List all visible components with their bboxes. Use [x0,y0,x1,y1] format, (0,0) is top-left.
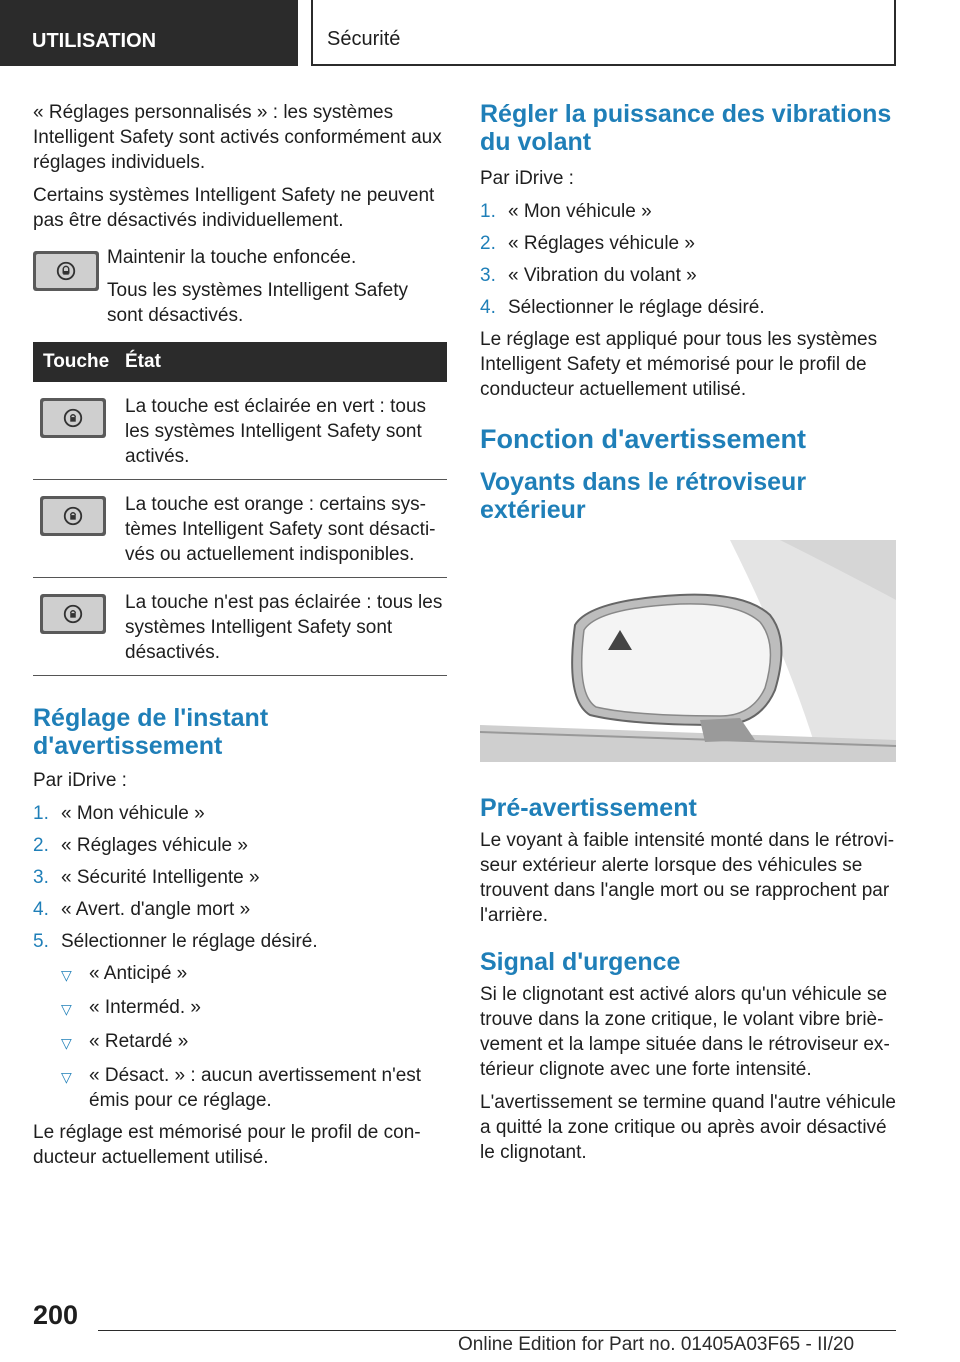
footer-divider [98,1330,896,1331]
heading-mirror-lights: Voyants dans le rétroviseur extérieur [480,468,807,524]
paragraph-personal-settings: « Réglages personnalisés » : les systèmes Intelligent Safety sont activés conformément aux réglages individuels. [33,102,442,173]
list-item: ▽ « Retardé » [61,1029,447,1056]
button-green-icon [40,398,106,438]
maintain-instruction: Maintenir la touche enfoncée. [107,247,357,268]
list-item: 3. « Sécurité Intelligente » [33,867,260,888]
mirror-illustration [480,540,896,762]
warning-time-options [61,961,447,1113]
triangle-bullet-icon: ▽ [61,1069,72,1085]
table-cell-state: La touche n'est pas éclairée : tous les systèmes Intelligent Safety sont désactivés. [125,578,447,676]
paragraph-not-deactivatable: Certains systèmes Intelligent Safety ne peuvent pas être désactivés individuellement. [33,185,435,231]
urgent-text-1: Si le clignotant est activé alors qu'un véhicule se trouve dans la zone critique, le volant vibre brièvement et la lampe située dans le rétroviseur extérieur clignote avec une forte intensité. [480,984,890,1080]
maintain-button-block [33,245,447,328]
list-item: 1. « Mon véhicule » [33,803,205,824]
heading-pre-warning: Pré-avertissement [480,794,697,822]
table-header-button: Touche [33,342,125,382]
page-number: 200 [33,1300,79,1330]
list-item: 4. « Avert. d'angle mort » [33,899,251,920]
table-header-state: État [125,342,447,382]
table-row [33,382,447,480]
vibration-steps [480,199,896,320]
saved-note: Le réglage est mémorisé pour le profil de conducteur actuellement utilisé. [33,1122,421,1168]
button-orange-icon [40,496,106,536]
triangle-bullet-icon: ▽ [61,967,72,983]
list-item: 3. « Vibration du volant » [480,265,697,286]
heading-warning-function: Fonction d'avertissement [480,424,806,454]
idrive-label: Par iDrive : [480,168,574,189]
header-subsection: Sécurité [311,0,896,66]
list-item: 4. Sélectionner le réglage désiré. [480,297,765,318]
heading-urgent-signal: Signal d'urgence [480,948,681,976]
list-item: ▽ « Interméd. » [61,995,447,1022]
triangle-bullet-icon: ▽ [61,1001,72,1017]
warning-time-steps [33,801,447,954]
maintain-result: Tous les systèmes Intelligent Safety sont désactivés. [107,280,408,326]
list-item: ▽ « Désact. » : aucun avertissement n'est émis pour ce réglage. [61,1065,422,1111]
list-item: 5. Sélectionner le réglage désiré. [33,931,318,952]
list-item: 2. « Réglages véhicule » [480,233,695,254]
header-section: UTILISATION [0,0,298,66]
list-item: 1. « Mon véhicule » [480,201,652,222]
button-off-icon [40,594,106,634]
table-cell-state: La touche est orange : certains systèmes Intelligent Safety sont désactivés ou actuellement indisponibles. [125,480,447,578]
table-row [33,480,447,578]
applied-note: Le réglage est appliqué pour tous les systèmes Intelligent Safety et mémorisé pour le profil de conducteur actuellement utilisé. [480,329,878,400]
table-cell-state: La touche est éclairée en vert : tous les systèmes Intelligent Safety sont activés. [125,382,447,480]
heading-vibration: Régler la puissance des vibrations du volant [480,100,892,156]
list-item: ▽ « Anticipé » [61,961,447,988]
button-state-table [33,342,447,676]
edition-text: Online Edition for Part no. 01405A03F65 - II/20 [458,1334,855,1355]
triangle-bullet-icon: ▽ [61,1035,72,1051]
pre-warning-text: Le voyant à faible intensité monté dans le rétroviseur extérieur alerte lorsque des véhicules se trouvent dans l'angle mort ou se rapprochent par l'arrière. [480,830,895,926]
list-item: 2. « Réglages véhicule » [33,835,248,856]
left-column [33,100,447,1178]
urgent-text-2: L'avertissement se termine quand l'autre véhicule a quitté la zone critique ou après avoir désactivé le clignotant. [480,1092,896,1163]
idrive-label: Par iDrive : [33,770,127,791]
intelligent-safety-button-icon [33,251,99,291]
right-column [480,100,896,1173]
table-row [33,578,447,676]
heading-warning-time: Réglage de l'instant d'avertissement [33,704,269,760]
